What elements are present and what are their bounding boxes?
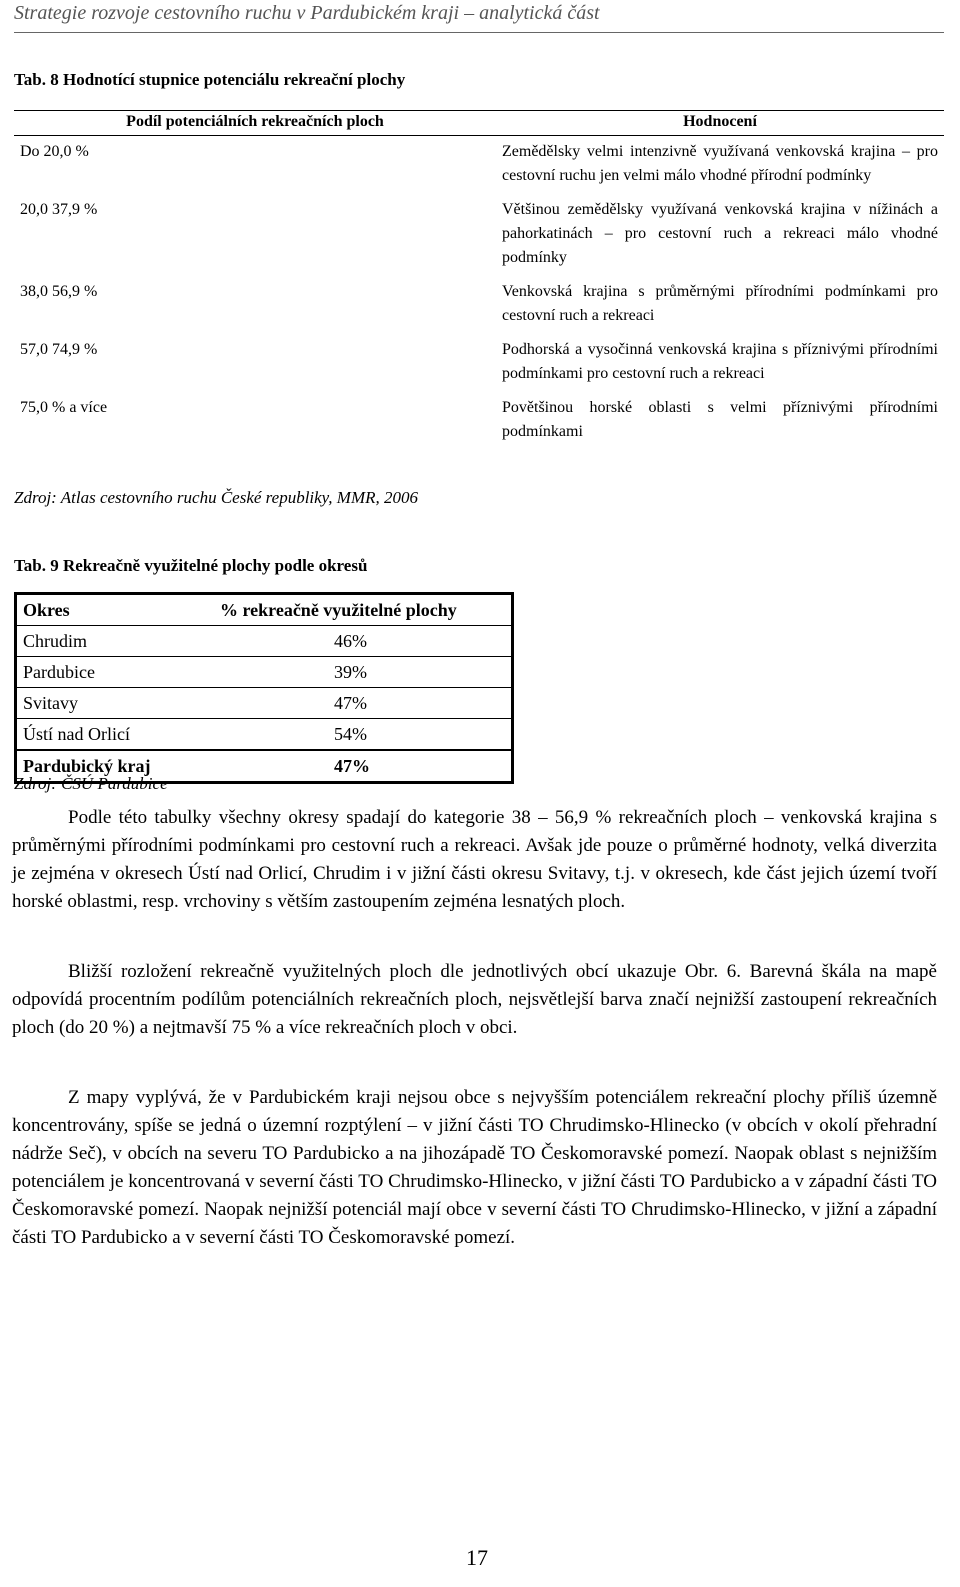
table8-source: Zdroj: Atlas cestovního ruchu České republiky, MMR, 2006	[14, 488, 418, 507]
description-cell: Zemědělsky velmi intenzivně využívaná venkovská krajina – pro cestovní ruchu jen velmi málo vhodné přírodní podmínky	[502, 143, 938, 184]
paragraph-3: Z mapy vyplývá, že v Pardubickém kraji nejsou obce s nejvyšším potenciálem rekreační plochy příliš územně koncentrovány, spíše se jedná o územní rozptýlení – v jižní části TO Chrudimsko-Hlinecko (v obcích v okolí přehradní nádrže Seč), v obcích na severu TO Pardubicko a na jihozápadě TO Českomoravské pomezí. Naopak oblast s nejnižším potenciálem je koncentrovaná v severní části TO Chrudimsko-Hlinecko, v jižní části TO Pardubicko a v západní části TO Českomoravské pomezí. Naopak nejnižší potenciál mají obce v severní části TO Chrudimsko-Hlinecko, v jižní a západní části TO Pardubicko a v severní části TO Českomoravské pomezí.	[12, 1087, 937, 1248]
rating-scale-table	[14, 110, 944, 452]
col-district-header: Okres	[16, 594, 215, 626]
table-row	[14, 278, 944, 336]
table9-source: Zdroj: ČSÚ Pardubice	[14, 774, 168, 793]
table-row	[16, 688, 513, 719]
table8-caption: Tab. 8 Hodnotící stupnice potenciálu rekreační plochy	[14, 70, 406, 89]
col-rating-header: Hodnocení	[683, 113, 757, 130]
district-cell: Ústí nad Orlicí	[16, 719, 215, 751]
table-row	[16, 626, 513, 657]
description-cell: Venkovská krajina s průměrnými přírodními podmínkami pro cestovní ruch a rekreaci	[502, 283, 938, 324]
percent-cell: 47%	[334, 755, 370, 776]
district-cell: Chrudim	[16, 626, 215, 657]
table-row	[16, 719, 513, 751]
col-share-header: Podíl potenciálních rekreačních ploch	[126, 113, 384, 130]
running-header: Strategie rozvoje cestovního ruchu v Pardubickém kraji – analytická část	[14, 2, 944, 33]
district-cell: Pardubický kraj	[23, 755, 151, 776]
paragraph-1: Podle této tabulky všechny okresy spadají do kategorie 38 – 56,9 % rekreačních ploch – venkovská krajina s průměrnými přírodními podmínkami pro cestovní ruch a rekreaci. Avšak jde pouze o průměrné hodnoty, velká diverzita je zejména v okresech Ústí nad Orlicí, Chrudim i v jižní části okresu Svitavy, t.j. v okresech, kde část jejich území tvoří horské oblastmi, resp. vrchoviny s větším zastoupením zejména lesnatých ploch.	[12, 807, 937, 912]
recreation-areas-table	[14, 592, 514, 784]
percent-cell: 46%	[214, 626, 513, 657]
description-cell: Podhorská a vysočinná venkovská krajina s příznivými přírodními podmínkami pro cestovní ruch a rekreaci	[502, 341, 938, 382]
table-row	[16, 657, 513, 688]
table-row	[14, 394, 944, 452]
table-row	[14, 196, 944, 278]
percent-cell: 39%	[214, 657, 513, 688]
range-cell: 38,0 56,9 %	[20, 283, 98, 300]
range-cell: 20,0 37,9 %	[20, 201, 98, 218]
percent-cell: 47%	[214, 688, 513, 719]
range-cell: Do 20,0 %	[20, 143, 89, 160]
page-number: 17	[466, 1545, 488, 1570]
district-cell: Pardubice	[16, 657, 215, 688]
percent-cell: 54%	[214, 719, 513, 751]
col-percent-header: % rekreačně využitelné plochy	[214, 594, 513, 626]
table-row	[14, 336, 944, 394]
district-cell: Svitavy	[16, 688, 215, 719]
table-header-row	[14, 111, 944, 136]
description-cell: Většinou zemědělsky využívaná venkovská krajina v nížinách a pahorkatinách – pro cestovní ruch a rekreaci málo vhodné podmínky	[502, 201, 938, 266]
table-row	[14, 136, 944, 197]
description-cell: Povětšinou horské oblasti s velmi příznivými přírodními podmínkami	[502, 399, 938, 440]
range-cell: 57,0 74,9 %	[20, 341, 98, 358]
table-header-row	[16, 594, 513, 626]
table9-caption: Tab. 9 Rekreačně využitelné plochy podle okresů	[14, 556, 368, 575]
paragraph-2: Bližší rozložení rekreačně využitelných ploch dle jednotlivých obcí ukazuje Obr. 6. Barevná škála na mapě odpovídá procentním podílům potenciálních rekreačních ploch, nejsvětlejší barva značí nejnižší zastoupení rekreačních ploch (do 20 %) a nejtmavší 75 % a více rekreačních ploch v obci.	[12, 961, 937, 1038]
range-cell: 75,0 % a více	[20, 399, 108, 416]
